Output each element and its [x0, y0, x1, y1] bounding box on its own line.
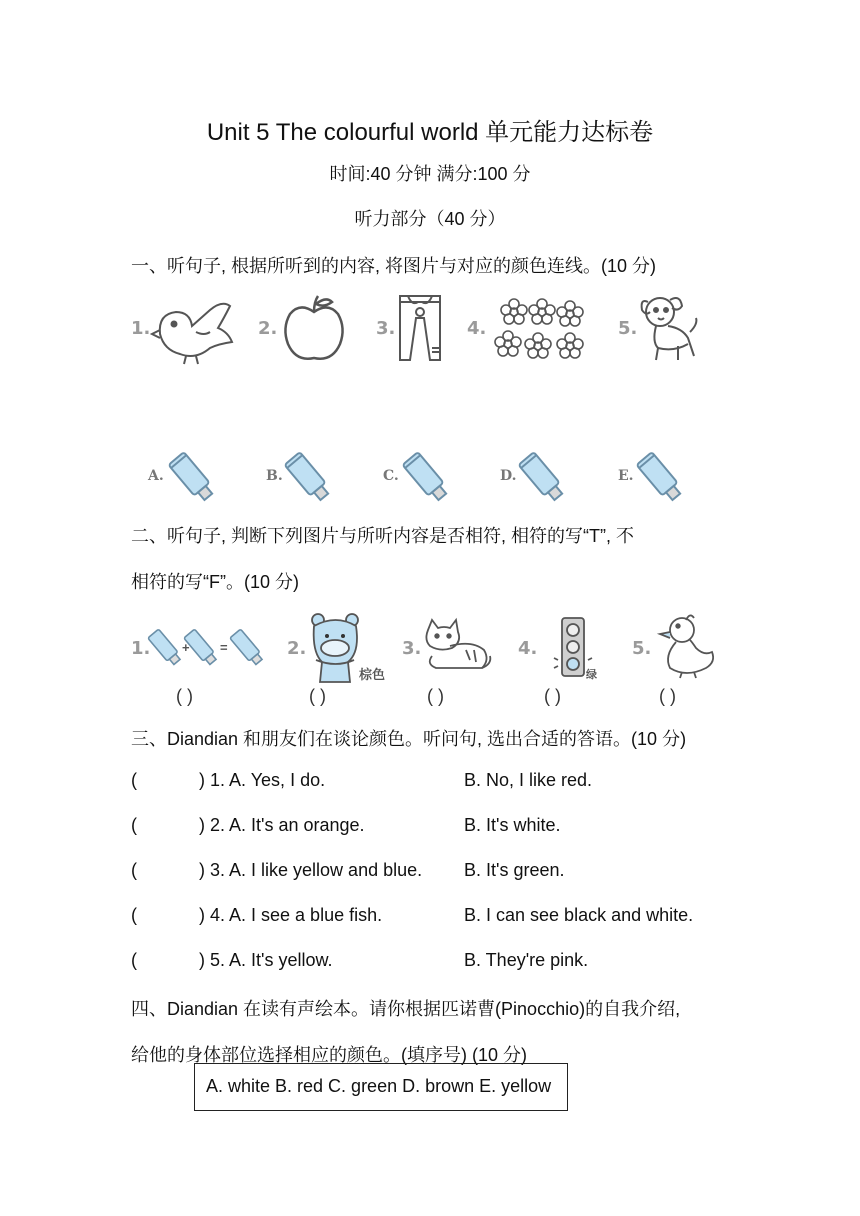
question-option-b: B. It's white. [464, 815, 561, 835]
paint-tube-icon [404, 450, 450, 504]
item-number: 3. [402, 638, 422, 659]
plus-sign: + [182, 640, 190, 655]
answer-paren-2[interactable]: ( ) [309, 686, 326, 706]
bear-color-label: 棕色 [359, 667, 386, 682]
picture-number: 3. [376, 318, 396, 339]
paint-tube-icon [520, 450, 566, 504]
paint-letter: C. [383, 468, 399, 484]
pants-icon [396, 292, 444, 364]
answer-paren[interactable]: ( [131, 950, 137, 970]
answer-paren-5[interactable]: ( ) [659, 686, 676, 706]
question-option-b: B. They're pink. [464, 950, 589, 970]
question-option-a: ) 2. A. It's an orange. [199, 815, 365, 835]
paint-tube-icon [638, 450, 684, 504]
cat-icon [422, 620, 492, 672]
paint-letter: A. [148, 468, 164, 484]
item-number: 5. [632, 638, 652, 659]
time-score-line: 时间:40 分钟 满分:100 分 [329, 164, 531, 184]
traffic-light-icon [554, 614, 588, 680]
paint-mix-icon [150, 624, 270, 672]
duck-icon [656, 612, 718, 680]
paint-tube-icon [170, 450, 216, 504]
apple-icon [282, 294, 346, 364]
question-option-b: B. I can see black and white. [464, 905, 694, 925]
question-option-a: ) 3. A. I like yellow and blue. [199, 860, 423, 880]
answer-paren[interactable]: ( [131, 770, 137, 790]
item-number: 1. [131, 638, 151, 659]
page-title: Unit 5 The colourful world 单元能力达标卷 [206, 119, 654, 146]
item-number: 4. [518, 638, 538, 659]
bird-icon [152, 292, 234, 364]
traffic-light-color-label: 绿 [586, 669, 597, 681]
paint-letter: D. [500, 468, 517, 484]
answer-paren[interactable]: ( [131, 905, 137, 925]
picture-number: 4. [467, 318, 487, 339]
flowers-icon [494, 300, 590, 360]
paint-tube-icon [286, 450, 332, 504]
dog-icon [638, 292, 700, 364]
picture-number: 1. [131, 318, 151, 339]
picture-number: 5. [618, 318, 638, 339]
paint-letter: E. [618, 468, 634, 484]
answer-paren[interactable]: ( [131, 815, 137, 835]
equals-sign: = [220, 640, 228, 655]
section4-instruction-cont: 给他的身体部位选择相应的颜色。(填序号) (10 分) [131, 1045, 527, 1065]
question-option-b: B. No, I like red. [464, 770, 593, 790]
question-option-a: ) 4. A. I see a blue fish. [199, 905, 383, 925]
item-number: 2. [287, 638, 307, 659]
question-option-a: ) 1. A. Yes, I do. [199, 770, 326, 790]
listening-part-heading: 听力部分（40 分） [354, 209, 506, 229]
color-options-box: A. white B. red C. green D. brown E. yellow [194, 1063, 568, 1111]
section3-instruction: 三、Diandian 和朋友们在谈论颜色。听问句, 选出合适的答语。(10 分) [131, 729, 687, 749]
answer-paren[interactable]: ( [131, 860, 137, 880]
section2-instruction-cont: 相符的写“F”。(10 分) [131, 572, 299, 592]
answer-paren-3[interactable]: ( ) [427, 686, 444, 706]
section2-instruction: 二、听句子, 判断下列图片与所听内容是否相符, 相符的写“T”, 不 [131, 526, 634, 546]
section4-instruction: 四、Diandian 在读有声绘本。请你根据匹诺曹(Pinocchio)的自我介绍, [131, 999, 681, 1019]
answer-paren-1[interactable]: ( ) [176, 686, 193, 706]
answer-paren-4[interactable]: ( ) [544, 686, 561, 706]
question-option-a: ) 5. A. It's yellow. [199, 950, 333, 970]
question-option-b: B. It's green. [464, 860, 565, 880]
paint-letter: B. [266, 468, 283, 484]
section1-instruction: 一、听句子, 根据所听到的内容, 将图片与对应的颜色连线。(10 分) [131, 256, 657, 276]
picture-number: 2. [258, 318, 278, 339]
